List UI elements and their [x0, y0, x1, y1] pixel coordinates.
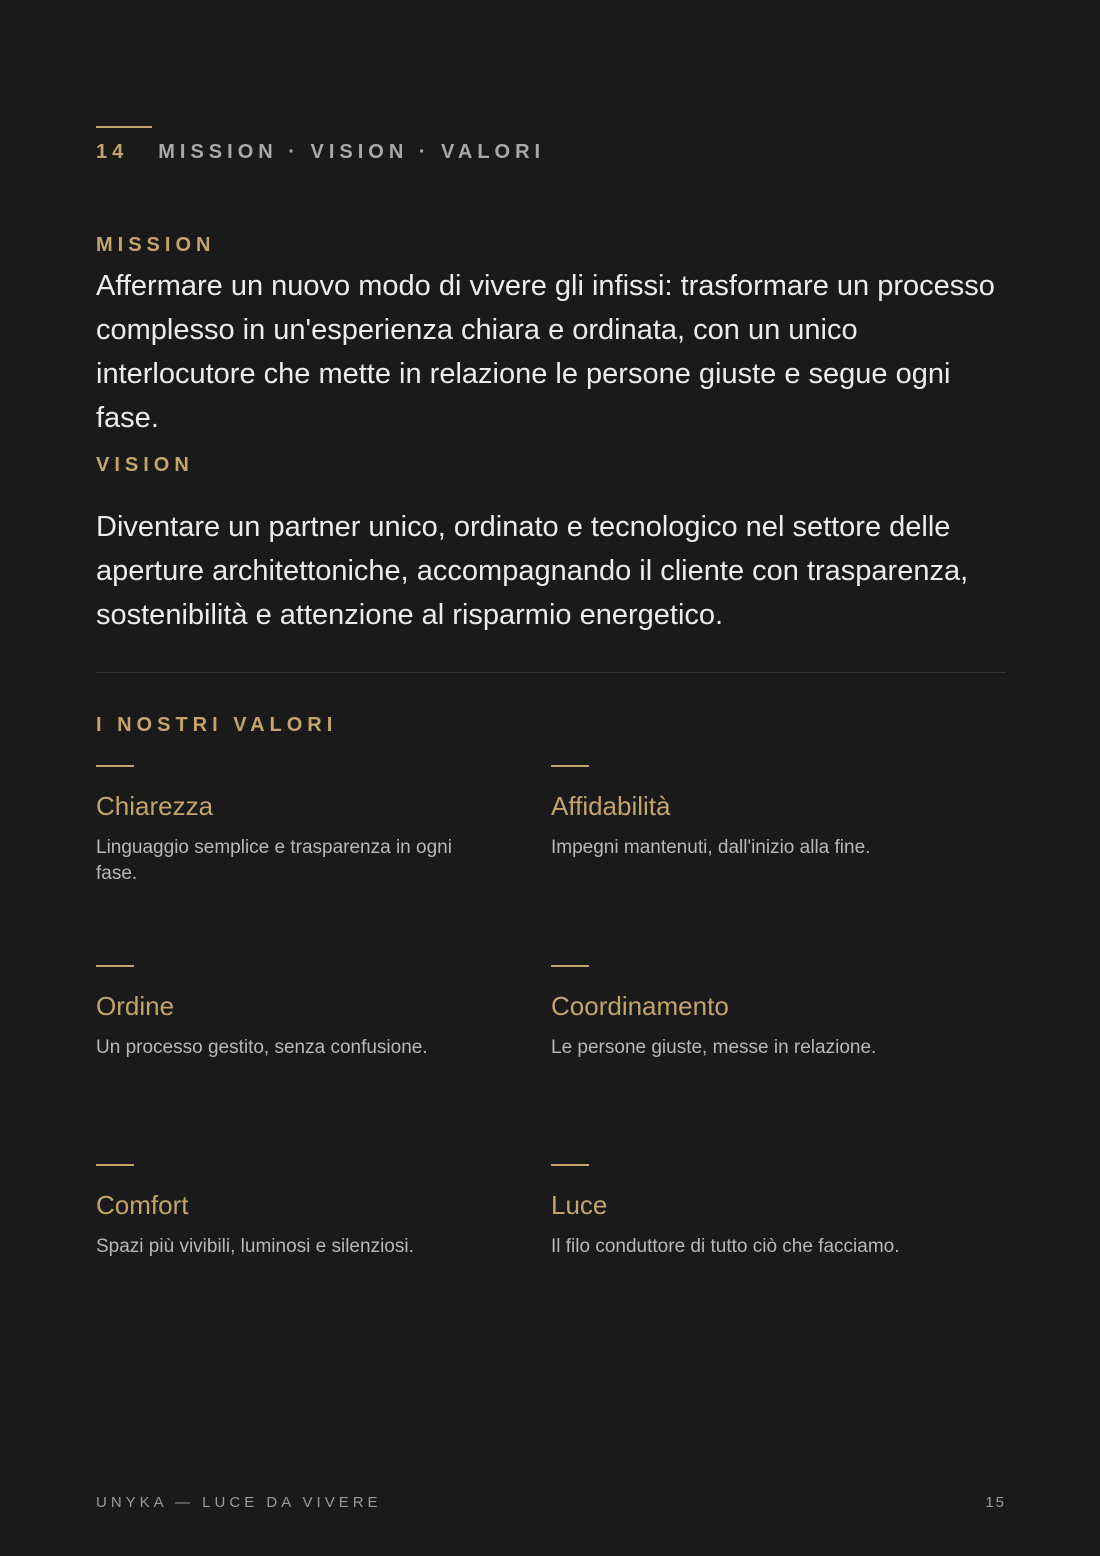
value-accent-rule — [551, 1164, 589, 1166]
mission-label: MISSION — [96, 234, 216, 256]
value-card-luce — [551, 1164, 951, 1334]
value-accent-rule — [551, 765, 589, 767]
mission-text: Affermare un nuovo modo di vivere gli infissi: trasformare un processo complesso in un'esperienza chiara e ordinata, con un unico interlocutore che mette in relazione le persone giuste e segue ogni fase. — [96, 270, 995, 434]
section-divider — [96, 672, 1006, 673]
value-accent-rule — [96, 1164, 134, 1166]
values-label: I NOSTRI VALORI — [96, 714, 338, 736]
value-name: Coordinamento — [551, 991, 729, 1021]
value-name: Ordine — [96, 991, 175, 1021]
section-title: MISSION · VISION · VALORI — [158, 140, 546, 163]
section-number: 14 — [96, 140, 129, 163]
values-grid — [96, 765, 1006, 1365]
value-card-comfort — [96, 1164, 496, 1334]
section-header — [96, 139, 545, 165]
value-name: Luce — [551, 1190, 608, 1220]
value-card-chiarezza — [96, 765, 496, 935]
vision-text: Diventare un partner unico, ordinato e tecnologico nel settore delle aperture architettoniche, accompagnando il cliente con trasparenza, sostenibilità e attenzione al risparmio energetico. — [96, 511, 969, 631]
value-description: Le persone giuste, messe in relazione. — [551, 1037, 877, 1058]
value-card-affidabilita — [551, 765, 951, 935]
footer-brand: UNYKA — LUCE DA VIVERE — [96, 1494, 382, 1511]
value-description: Linguaggio semplice e trasparenza in ogni fase. — [96, 837, 452, 884]
value-accent-rule — [551, 965, 589, 967]
value-description: Un processo gestito, senza confusione. — [96, 1037, 428, 1058]
value-description: Il filo conduttore di tutto ciò che facciamo. — [551, 1236, 900, 1257]
footer-page-number: 15 — [985, 1494, 1006, 1511]
value-accent-rule — [96, 765, 134, 767]
header-accent-rule — [96, 126, 152, 128]
value-description: Spazi più vivibili, luminosi e silenziosi. — [96, 1236, 414, 1257]
value-name: Chiarezza — [96, 791, 214, 821]
value-name: Affidabilità — [551, 791, 671, 821]
page — [96, 0, 1006, 1556]
value-card-ordine — [96, 965, 496, 1135]
value-description: Impegni mantenuti, dall'inizio alla fine. — [551, 837, 871, 858]
value-accent-rule — [96, 965, 134, 967]
vision-label: VISION — [96, 454, 194, 476]
value-card-coordinamento — [551, 965, 951, 1135]
value-name: Comfort — [96, 1190, 189, 1220]
